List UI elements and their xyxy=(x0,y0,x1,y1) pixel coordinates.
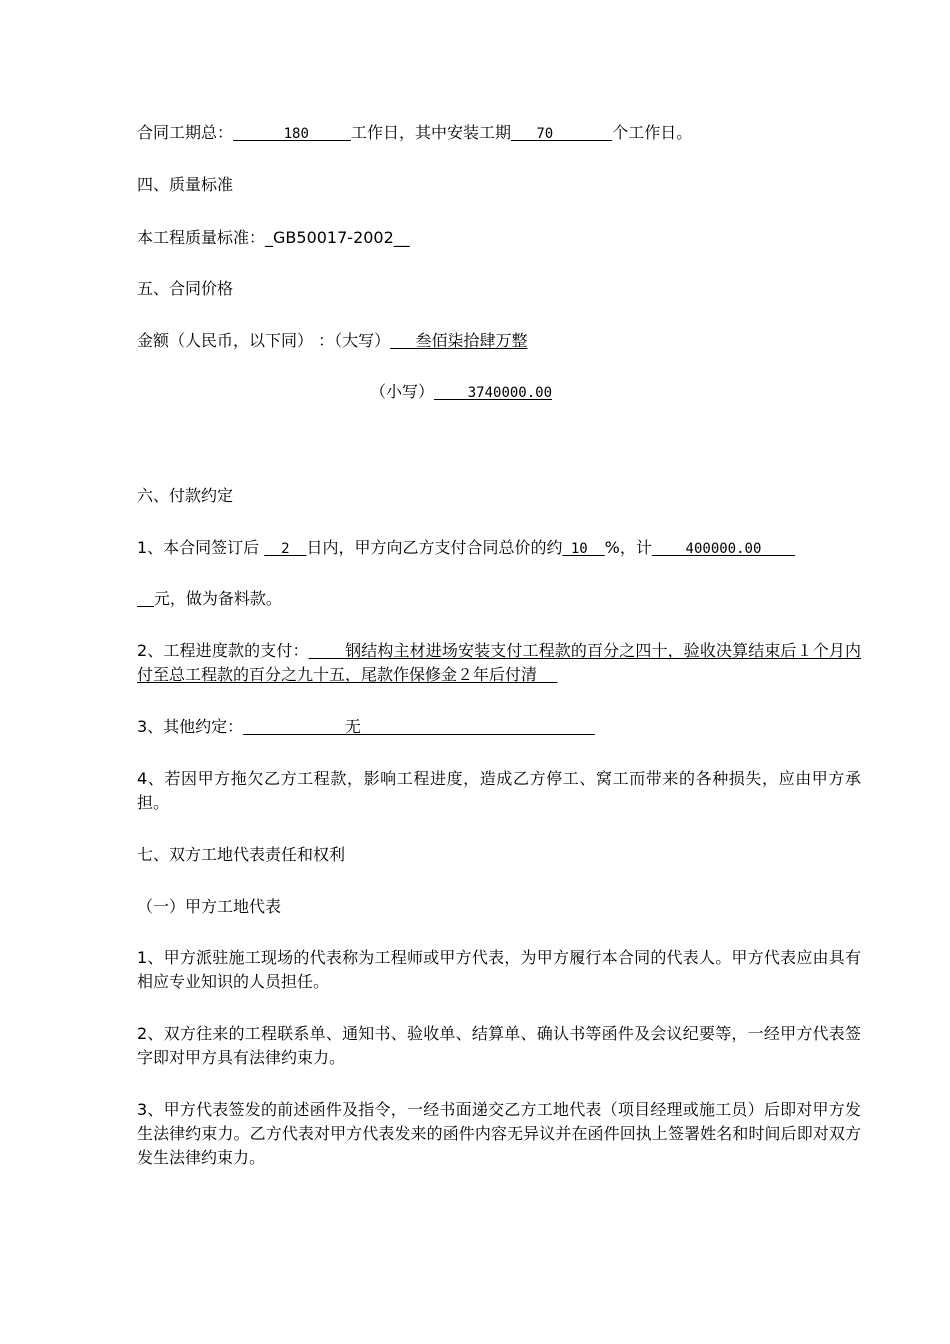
total-days-value: 180 xyxy=(233,126,352,142)
quality-standard-label: 本工程质量标准： xyxy=(137,228,266,247)
item3-value: 无 xyxy=(243,717,595,736)
section-5-heading: 五、合同价格 xyxy=(137,279,234,298)
payment-item-3 xyxy=(137,715,595,739)
item1-text-d: 元，做为备料款。 xyxy=(153,589,282,608)
contract-duration-line xyxy=(137,121,692,146)
section-4-heading: 四、质量标准 xyxy=(137,175,234,194)
duration-mid-text: 工作日，其中安装工期 xyxy=(351,123,512,142)
item1-percent-value: 10 xyxy=(562,541,605,557)
payment-item-4: 4、若因甲方拖欠乙方工程款，影响工程进度，造成乙方停工、窝工而带来的各种损失，应由甲方承担。 xyxy=(137,769,861,812)
party-a-rep-paragraph-3: 3、甲方代表签发的前述函件及指令，一经书面递交乙方工地代表（项目经理或施工员）后即对甲方发生法律约束力。乙方代表对甲方代表发来的函件内容无异议并在函件回执上签署姓名和时间后即对双方发生法律约束力。 xyxy=(137,1100,861,1167)
subsection-party-a-rep: （一）甲方工地代表 xyxy=(137,897,282,916)
quality-standard-line xyxy=(137,226,410,250)
item1-amount-value: 400000.00 xyxy=(651,541,796,557)
duration-label: 合同工期总： xyxy=(137,123,234,142)
item1-text-a: 1、本合同签订后 xyxy=(137,538,265,557)
item2-label: 2、工程进度款的支付： xyxy=(137,641,309,660)
item1-text-c: %，计 xyxy=(604,538,652,557)
quality-standard-value: _GB50017-2002__ xyxy=(265,228,410,247)
amount-lower-label: （小写） xyxy=(370,382,435,401)
payment-item-2 xyxy=(137,639,861,687)
payment-item-1-continued xyxy=(137,587,282,612)
item1-days-value: 2 xyxy=(264,541,307,557)
item1-blank xyxy=(137,592,154,608)
amount-lower-value: 3740000.00 xyxy=(434,385,553,401)
amount-lower-line xyxy=(370,380,552,405)
section-6-heading: 六、付款约定 xyxy=(137,486,234,505)
party-a-rep-paragraph-2: 2、双方往来的工程联系单、通知书、验收单、结算单、确认书等函件及会议纪要等，一经甲方代表签字即对甲方具有法律约束力。 xyxy=(137,1024,861,1067)
item2-value: 钢结构主材进场安装支付工程款的百分之四十，验收决算结束后１个月内付至总工程款的百分之九十五，尾款作保修金２年后付清 xyxy=(137,641,861,684)
payment-item-1-line xyxy=(137,536,795,561)
amount-label: 金额（人民币，以下同） ：（大写） xyxy=(137,331,391,350)
party-a-rep-paragraph-1: 1、甲方派驻施工现场的代表称为工程师或甲方代表，为甲方履行本合同的代表人。甲方代表应由具有相应专业知识的人员担任。 xyxy=(137,948,861,991)
item3-label: 3、其他约定： xyxy=(137,717,244,736)
amount-upper-line xyxy=(137,329,528,353)
item1-text-b: 日内，甲方向乙方支付合同总价的约 xyxy=(306,538,563,557)
amount-upper-value: 叁佰柒拾肆万整 xyxy=(390,331,528,350)
install-days-value: 70 xyxy=(511,126,613,142)
section-7-heading: 七、双方工地代表责任和权利 xyxy=(137,845,346,864)
duration-tail-text: 个工作日。 xyxy=(612,123,693,142)
